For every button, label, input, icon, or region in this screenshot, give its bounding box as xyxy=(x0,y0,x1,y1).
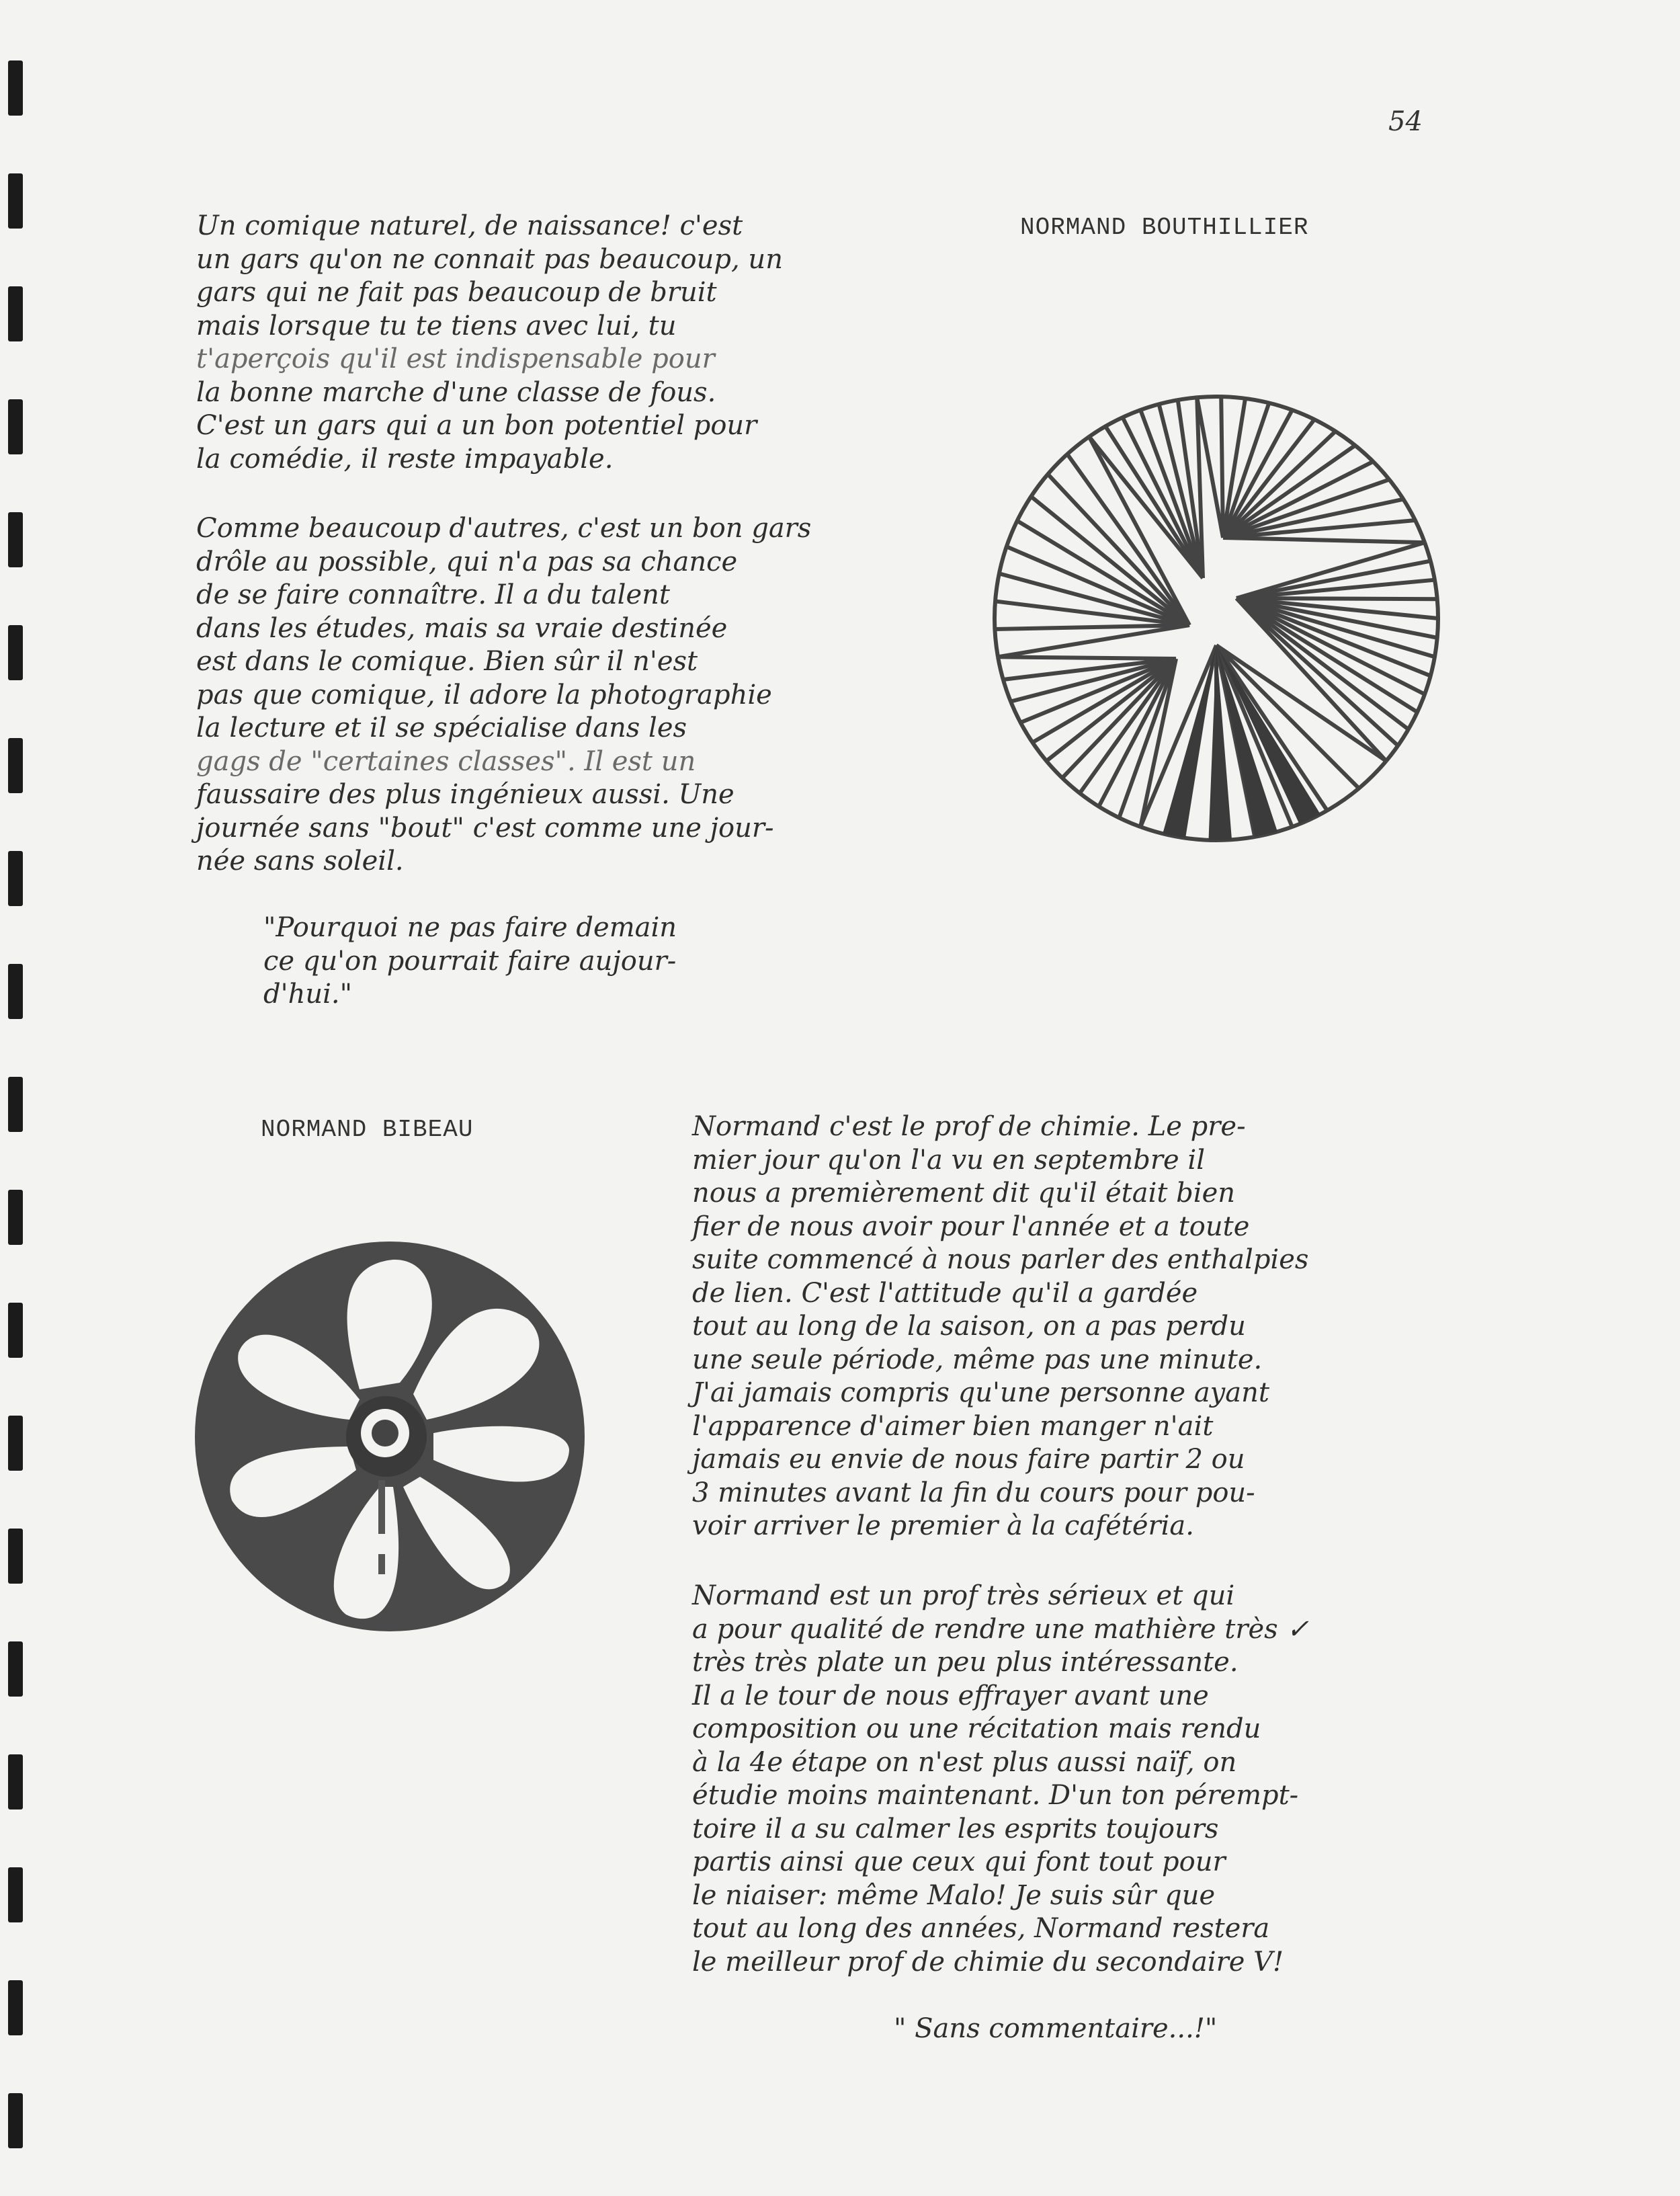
text-line: très très plate un peu plus intéressante. xyxy=(692,1647,1238,1678)
binder-holes xyxy=(0,0,40,2196)
binder-hole xyxy=(8,512,23,567)
text-line: partis ainsi que ceux qui font tout pour xyxy=(692,1846,1226,1877)
text-line: étudie moins maintenant. D'un ton pérempt- xyxy=(692,1780,1299,1811)
student-name-bouthillier: NORMAND BOUTHILLIER xyxy=(1020,214,1309,241)
binder-hole xyxy=(8,1980,23,2035)
text-line: faussaire des plus ingénieux aussi. Une xyxy=(196,779,734,810)
text-line: l'apparence d'aimer bien manger n'ait xyxy=(692,1410,1214,1442)
text-line: à la 4e étape on n'est plus aussi naïf, on xyxy=(692,1746,1237,1778)
text-line: drôle au possible, qui n'a pas sa chance xyxy=(196,546,738,577)
text-line: "Pourquoi ne pas faire demain xyxy=(263,912,677,943)
binder-hole xyxy=(8,1641,23,1697)
text-line: composition ou une récitation mais rendu xyxy=(692,1713,1261,1744)
bibeau-paragraph-2 xyxy=(692,1580,1309,1979)
text-line: la lecture et il se spécialise dans les xyxy=(196,713,687,743)
text-line: Un comique naturel, de naissance! c'est xyxy=(196,210,743,241)
pinwheel-ray xyxy=(1236,598,1409,729)
student-name-bibeau: NORMAND BIBEAU xyxy=(261,1116,474,1143)
pinwheel-ray xyxy=(999,573,1189,625)
pinwheel-ray xyxy=(1236,561,1431,598)
text-line: le niaiser: même Malo! Je suis sûr que xyxy=(692,1879,1216,1911)
pinwheel-ray xyxy=(1048,474,1189,625)
text-line: nous a premièrement dit qu'il était bien xyxy=(692,1178,1236,1209)
text-line: toire il a su calmer les esprits toujours xyxy=(692,1813,1219,1844)
flower-stem-mark xyxy=(378,1480,385,1534)
text-line: t'aperçois qu'il est indispensable pour xyxy=(196,343,715,374)
text-line: une seule période, même pas une minute. xyxy=(692,1344,1263,1375)
bouthillier-paragraph-2 xyxy=(196,512,811,879)
text-line: journée sans "bout" c'est comme une jour- xyxy=(196,812,774,844)
text-line: J'ai jamais compris qu'une personne ayant xyxy=(692,1377,1269,1408)
text-line: mier jour qu'on l'a vu en septembre il xyxy=(692,1144,1205,1176)
binder-hole xyxy=(8,1190,23,1245)
binder-hole xyxy=(8,1529,23,1584)
bouthillier-quote xyxy=(263,911,677,1012)
pinwheel-ray xyxy=(1062,659,1176,778)
flower-stem-mark xyxy=(378,1554,385,1574)
text-line: mais lorsque tu te tiens avec lui, tu xyxy=(196,310,677,341)
pinwheel-ray xyxy=(1221,397,1223,538)
text-line: Normand c'est le prof de chimie. Le pre- xyxy=(692,1111,1246,1142)
text-line: suite commencé à nous parler des enthalpies xyxy=(692,1244,1309,1275)
binder-hole xyxy=(8,1077,23,1132)
binder-hole xyxy=(8,1867,23,1922)
pinwheel-drawing xyxy=(981,383,1452,854)
pinwheel-ray xyxy=(1223,538,1425,542)
text-line: de lien. C'est l'attitude qu'il a gardée xyxy=(692,1277,1198,1309)
binder-hole xyxy=(8,60,23,116)
text-line: née sans soleil. xyxy=(196,846,404,877)
binder-hole xyxy=(8,2093,23,2148)
bibeau-paragraph-1 xyxy=(692,1110,1308,1543)
text-line: dans les études, mais sa vraie destinée xyxy=(196,612,728,644)
binder-hole xyxy=(8,625,23,680)
pinwheel-ray xyxy=(1236,598,1437,599)
binder-hole xyxy=(8,1303,23,1358)
binder-hole xyxy=(8,399,23,454)
flower-drawing xyxy=(171,1218,608,1655)
pinwheel-sector xyxy=(1089,397,1203,578)
text-line: d'hui." xyxy=(263,979,353,1010)
flower-center-dot xyxy=(372,1420,398,1447)
binder-hole xyxy=(8,1416,23,1471)
binder-hole xyxy=(8,1754,23,1809)
text-line: le meilleur prof de chimie du secondaire V! xyxy=(692,1946,1284,1978)
binder-hole xyxy=(8,286,23,341)
text-line: C'est un gars qui a un bon potentiel pour xyxy=(196,410,757,441)
text-line: tout au long des années, Normand restera xyxy=(692,1913,1270,1944)
pinwheel-ray xyxy=(998,657,1176,659)
text-line: est dans le comique. Bien sûr il n'est xyxy=(196,646,698,677)
text-line: un gars qu'on ne connait pas beaucoup, un xyxy=(196,243,783,275)
text-line: gars qui ne fait pas beaucoup de bruit xyxy=(196,277,717,308)
binder-hole xyxy=(8,964,23,1019)
text-line: tout au long de la saison, on a pas perdu xyxy=(692,1311,1246,1342)
text-line: la bonne marche d'une classe de fous. xyxy=(196,376,716,408)
text-line: 3 minutes avant la fin du cours pour pou- xyxy=(692,1477,1255,1508)
bouthillier-paragraph-1 xyxy=(196,210,783,476)
text-line: la comédie, il reste impayable. xyxy=(196,443,614,475)
binder-hole xyxy=(8,738,23,793)
text-line: pas que comique, il adore la photographie xyxy=(196,679,772,710)
text-line: jamais eu envie de nous faire partir 2 ou xyxy=(692,1444,1245,1475)
binder-hole xyxy=(8,851,23,906)
text-line: ce qu'on pourrait faire aujour- xyxy=(263,945,677,977)
binder-hole xyxy=(8,173,23,229)
text-line: fier de nous avoir pour l'année et a toute xyxy=(692,1211,1250,1242)
pinwheel-sector xyxy=(995,437,1189,657)
pinwheel-dark-wedges xyxy=(1163,645,1320,840)
text-line: Il a le tour de nous effrayer avant une xyxy=(692,1680,1209,1711)
text-line: Comme beaucoup d'autres, c'est un bon gars xyxy=(196,513,812,544)
page-number: 54 xyxy=(1388,106,1423,137)
text-line: gags de "certaines classes". Il est un xyxy=(196,745,696,777)
text-line: Normand est un prof très sérieux et qui xyxy=(692,1580,1235,1611)
text-line: de se faire connaître. Il a du talent xyxy=(196,579,670,610)
text-line: voir arriver le premier à la cafétéria. xyxy=(692,1510,1194,1541)
text-line: a pour qualité de rendre une mathière très ✓ xyxy=(692,1613,1309,1645)
pinwheel-sector xyxy=(1197,397,1425,542)
bibeau-quote: " Sans commentaire...!" xyxy=(894,2013,1218,2044)
